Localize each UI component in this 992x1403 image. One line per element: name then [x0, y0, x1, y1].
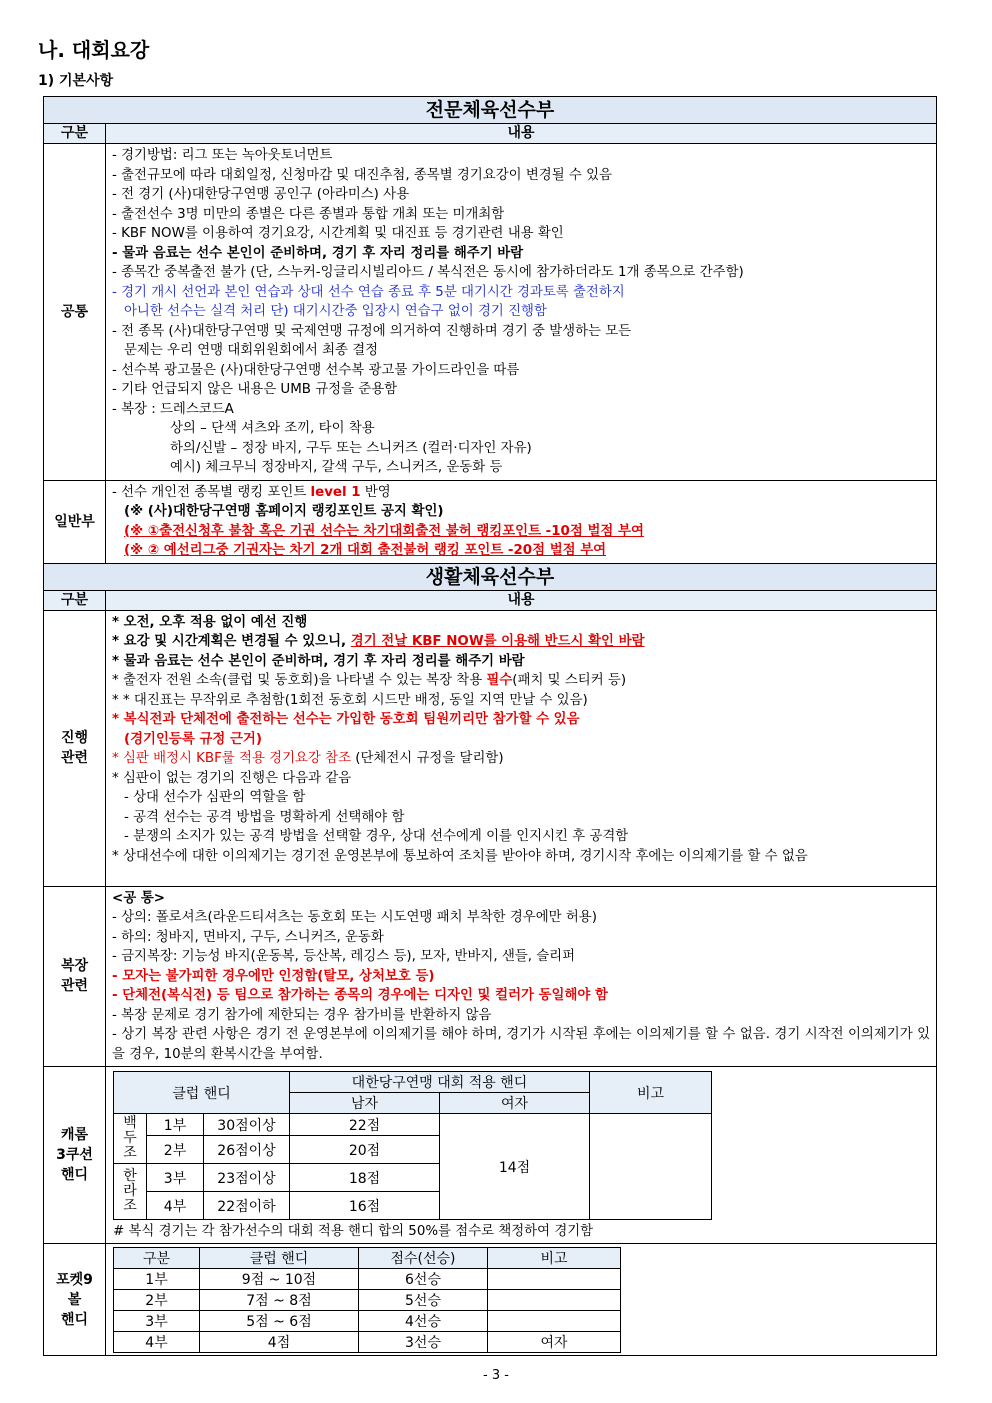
- rule-line: * 출전자 전원 소속(클럽 및 동호회)을 나타낼 수 있는 복장 착용 필수(패치 및 스티커 등): [112, 673, 627, 688]
- rule-line: * 요강 및 시간계획은 변경될 수 있으니, 경기 전날 KBF NOW를 이용해 반드시 확인 바람: [112, 634, 645, 649]
- rule-line: - 종목간 중복출전 불가 (단, 스누커-잉글리시빌리아드 / 복식전은 동시에 참가하더라도 1개 종목으로 간주함): [112, 265, 744, 280]
- general-label: 일반부: [44, 480, 106, 563]
- pocket-club: 5점 ~ 6점: [200, 1311, 359, 1332]
- header-content: 내용: [106, 124, 937, 144]
- carom-h-male: 남자: [290, 1093, 440, 1114]
- rule-line: - 물과 음료는 선수 본인이 준비하며, 경기 후 자리 정리를 해주기 바람: [112, 245, 524, 261]
- pocket-h-score: 점수(선승): [359, 1248, 488, 1269]
- carom-footnote: # 복식 경기는 각 참가선수의 대회 적용 핸디 합의 50%를 점수로 책정하여 경기함: [113, 1224, 594, 1239]
- carom-div: 1부: [147, 1114, 204, 1136]
- rule-line: - 선수복 광고물은 (사)대한당구연맹 선수복 광고물 가이드라인을 따름: [112, 362, 520, 378]
- carom-range: 30점이상: [204, 1114, 290, 1136]
- rule-line: - 경기 개시 선언과 본인 연습과 상대 선수 연습 종료 후 5분 대기시간 경과토록 출전하지: [112, 284, 625, 300]
- rule-line: <공 통>: [112, 890, 165, 906]
- rule-line: (경기인등록 규정 근거): [124, 731, 262, 747]
- carom-div: 4부: [147, 1192, 204, 1220]
- rule-line: * 오전, 오후 적용 없이 예선 진행: [112, 614, 308, 630]
- carom-range: 23점이상: [204, 1164, 290, 1192]
- pocket-note: [488, 1269, 621, 1290]
- progress-content: [106, 611, 936, 869]
- carom-h-applied: 대한당구연맹 대회 적용 핸디: [290, 1072, 590, 1093]
- header-division: 구분: [44, 590, 106, 610]
- carom-male: 18점: [290, 1164, 440, 1192]
- rule-line: - 분쟁의 소지가 있는 공격 방법을 선택할 경우, 상대 선수에게 이를 인지시킨 후 공격함: [124, 829, 629, 844]
- carom-div: 3부: [147, 1164, 204, 1192]
- common-label: 공통: [44, 144, 106, 481]
- carom-handicap: [106, 1067, 936, 1242]
- rule-line: * 물과 음료는 선수 본인이 준비하며, 경기 후 자리 정리를 해주기 바람: [112, 653, 525, 669]
- pocket-label: 포켓9 볼 핸디: [44, 1244, 106, 1356]
- carom-h-note: 비고: [590, 1072, 712, 1114]
- carom-label: 캐롬 3쿠션 핸디: [44, 1067, 106, 1244]
- rule-line: - 출전선수 3명 미만의 종별은 다른 종별과 통합 개최 또는 미개최함: [112, 206, 505, 222]
- rule-line: - 전 종목 (사)대한당구연맹 및 국제연맹 규정에 의거하여 진행하며 경기 중 발생하는 모든: [112, 323, 632, 339]
- pocket-club: 9점 ~ 10점: [200, 1269, 359, 1290]
- rule-line: 하의/신발 – 정장 바지, 구두 또는 스니커즈 (컬러·디자인 자유): [170, 440, 532, 456]
- carom-h-female: 여자: [440, 1093, 590, 1114]
- carom-male: 16점: [290, 1192, 440, 1220]
- carom-range: 22점이하: [204, 1192, 290, 1220]
- rule-line: - 하의: 청바지, 면바지, 구두, 스니커즈, 운동화: [112, 929, 384, 945]
- pocket-club: 4점: [200, 1332, 359, 1353]
- pocket-club: 7점 ~ 8점: [200, 1290, 359, 1311]
- rule-line: - 상기 복장 관련 사항은 경기 전 운영본부에 이의제기를 해야 하며, 경기가 시작된 후에는 이의제기를 할 수 없음. 경기 시작전 이의제기가 있을 경우, 10분의 환복시간을 부여함.: [112, 1027, 930, 1062]
- rule-line: * 복식전과 단체전에 출전하는 선수는 가입한 동호회 팀원끼리만 참가할 수 있음: [112, 712, 580, 727]
- rule-line: - 전 경기 (사)대한당구연맹 공인구 (아라미스) 사용: [112, 187, 410, 202]
- pocket-handicap: [106, 1244, 936, 1353]
- rule-line: * 심판 배정시 KBF룰 적용 경기요강 참조 (단체전시 규정을 달리함): [112, 751, 504, 766]
- carom-male: 20점: [290, 1136, 440, 1164]
- rule-line: 예시) 체크무늬 정장바지, 갈색 구두, 스니커즈, 운동화 등: [170, 460, 503, 475]
- ranking-level: level 1: [310, 484, 361, 500]
- dress-content: [106, 887, 936, 1067]
- pocket-h-note: 비고: [488, 1248, 621, 1269]
- page-number: - 3 -: [483, 1368, 509, 1383]
- progress-label: 진행 관련: [44, 610, 106, 886]
- rule-line: - 상의: 폴로셔츠(라운드티셔츠는 동호회 또는 시도연맹 패치 부착한 경우에만 허용): [112, 910, 597, 925]
- carom-div: 2부: [147, 1136, 204, 1164]
- section-subtitle: 1) 기본사항: [38, 73, 114, 89]
- dress-label: 복장 관련: [44, 886, 106, 1067]
- rules-table: [43, 96, 937, 1356]
- pocket-h-div: 구분: [114, 1248, 200, 1269]
- common-content: [106, 144, 936, 480]
- rule-line: 상의 – 단색 셔츠와 조끼, 타이 착용: [170, 421, 375, 436]
- rule-line: 문제는 우리 연맹 대회위원회에서 최종 결정: [124, 343, 379, 358]
- rule-line: (※ ② 예선리그중 기권자는 차기 2개 대회 출전불허 랭킹 포인트 -20점 벌점 부여: [124, 543, 607, 558]
- carom-note: [590, 1114, 712, 1220]
- amateur-section-title: 생활체육선수부: [44, 563, 937, 590]
- rule-line: - 출전규모에 따라 대회일정, 신청마감 및 대진추첨, 종목별 경기요강이 변경될 수 있음: [112, 167, 612, 183]
- carom-group-halla: 한 라 조: [114, 1164, 147, 1220]
- elite-section-title: 전문체육선수부: [44, 97, 937, 124]
- rule-line: 아니한 선수는 실격 처리 단) 대기시간중 입장시 연습구 없이 경기 진행함: [124, 304, 547, 319]
- general-content: [106, 481, 936, 563]
- rule-line: - 경기방법: 리그 또는 녹아웃토너먼트: [112, 148, 333, 163]
- pocket-h-club: 클럽 핸디: [200, 1248, 359, 1269]
- rule-line: * * 대진표는 무작위로 추첨함(1회전 동호회 시드만 배정, 동일 지역 만날 수 있음): [112, 692, 588, 708]
- pocket-note: 여자: [488, 1332, 621, 1353]
- pocket-note: [488, 1290, 621, 1311]
- rule-line: - 모자는 불가피한 경우에만 인정함(탈모, 상처보호 등): [112, 968, 435, 984]
- pocket-div: 1부: [114, 1269, 200, 1290]
- rule-line: - 공격 선수는 공격 방법을 명확하게 선택해야 함: [124, 809, 405, 825]
- carom-h-club: 클럽 핸디: [114, 1072, 290, 1114]
- pocket-div: 4부: [114, 1332, 200, 1353]
- rule-line: - KBF NOW를 이용하여 경기요강, 시간계획 및 대진표 등 경기관련 내용 확인: [112, 226, 564, 241]
- rule-line: - 단체전(복식전) 등 팀으로 참가하는 종목의 경우에는 디자인 및 컬러가 동일해야 함: [112, 988, 608, 1003]
- rule-line: - 상대 선수가 심판의 역할을 함: [124, 790, 306, 805]
- rule-line: - 복장 : 드레스코드A: [112, 401, 234, 417]
- pocket-handicap-table: [113, 1247, 621, 1353]
- carom-handicap-table: [113, 1071, 712, 1220]
- rule-line: * 심판이 없는 경기의 진행은 다음과 같음: [112, 770, 352, 786]
- pocket-score: 6선승: [359, 1269, 488, 1290]
- rule-line: * 상대선수에 대한 이의제기는 경기전 운영본부에 통보하여 조치를 받아야 하며, 경기시작 후에는 이의제기를 할 수 없음: [112, 848, 808, 864]
- pocket-div: 3부: [114, 1311, 200, 1332]
- rule-line: - 금지복장: 기능성 바지(운동복, 등산복, 레깅스 등), 모자, 반바지, 샌들, 슬리퍼: [112, 949, 576, 964]
- carom-female: 14점: [440, 1114, 590, 1220]
- header-division: 구분: [44, 124, 106, 144]
- rule-line: - 선수 개인전 종목별 랭킹 포인트 level 1 반영: [112, 484, 391, 500]
- pocket-score: 4선승: [359, 1311, 488, 1332]
- header-content: 내용: [106, 590, 937, 610]
- carom-range: 26점이상: [204, 1136, 290, 1164]
- page-title: 나. 대회요강: [38, 38, 150, 62]
- pocket-note: [488, 1311, 621, 1332]
- rule-line: - 기타 언급되지 않은 내용은 UMB 규정을 준용함: [112, 382, 398, 397]
- carom-male: 22점: [290, 1114, 440, 1136]
- carom-group-baekdu: 백 두 조: [114, 1114, 147, 1164]
- rule-line: (※ (사)대한당구연맹 홈페이지 랭킹포인트 공지 확인): [124, 504, 444, 519]
- rule-line: (※ ①출전신청후 불참 혹은 기권 선수는 차기대회출전 불허 랭킹포인트 -10점 벌점 부여: [124, 523, 644, 539]
- rule-line: - 복장 문제로 경기 참가에 제한되는 경우 참가비를 반환하지 않음: [112, 1007, 492, 1023]
- pocket-score: 5선승: [359, 1290, 488, 1311]
- pocket-div: 2부: [114, 1290, 200, 1311]
- pocket-score: 3선승: [359, 1332, 488, 1353]
